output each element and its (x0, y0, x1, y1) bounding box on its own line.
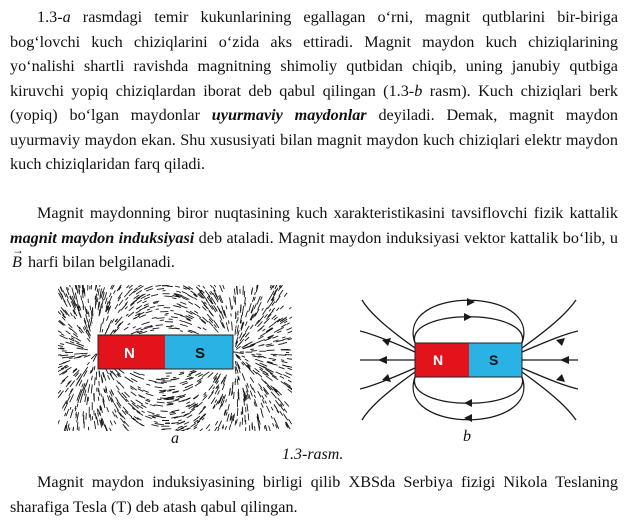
figure-b-field-lines (360, 288, 578, 430)
bar-magnet-b (415, 343, 522, 377)
vector-b-symbol: → B (10, 250, 24, 275)
figure-caption: 1.3-rasm. (282, 446, 344, 463)
figure-a-label: a (171, 430, 179, 447)
figure-b-label: b (463, 428, 471, 445)
magnet-a-south-label: S (195, 345, 206, 362)
magnet-b-south-label: S (489, 352, 499, 368)
term-uyurmaviy-maydonlar: uyurmaviy maydonlar (211, 106, 367, 124)
magnet-b-north-label: N (433, 352, 444, 368)
paragraph-2: Magnit maydonning biror nuqtasining kuch xarakteristikasini tavsiflovchi fizik kattalik magnit maydon induksiyasi deb ataladi. Magnit maydon induksiyasi vektor kattalik bo‘lib, u → B harfi bilan belgilanadi. (10, 201, 618, 275)
magnet-a-north-label: N (124, 345, 135, 362)
bar-magnet-a (98, 335, 233, 369)
term-magnit-maydon-induksiyasi: magnit maydon induksiyasi (10, 228, 195, 247)
paragraph-1: 1.3-a rasmdagi temir kukunlarining egallagan o‘rni, magnit qutblarini bir-biriga bog‘lovchi kuch chiziqlarini o‘zida aks ettiradi. Magnit maydon kuch chiziqlarining yo‘nalishi shartli ravishda magnitning shimoliy qutbidan chiqib, uning janubiy qutbiga kiruvchi yopiq chiziqlardan iborat deb qabul qilingan (1.3-b rasm). Kuch chiziqlari berk (yopiq) bo‘lgan maydonlar uyurmaviy maydonlar deyiladi. Demak, magnit maydon uyurmaviy maydon ekan. Shu xususiyati bilan magnit maydon kuch chiziqlari elektr maydon kuch chiziqlaridan farq qiladi. (10, 8, 619, 173)
figure-a-iron-filings (58, 285, 292, 431)
paragraph-3: Magnit maydon induksiyasining birligi qilib XBSda Serbiya fizigi Nikola Teslaning sharafiga Tesla (T) deb atash qabul qilingan. (10, 473, 618, 516)
